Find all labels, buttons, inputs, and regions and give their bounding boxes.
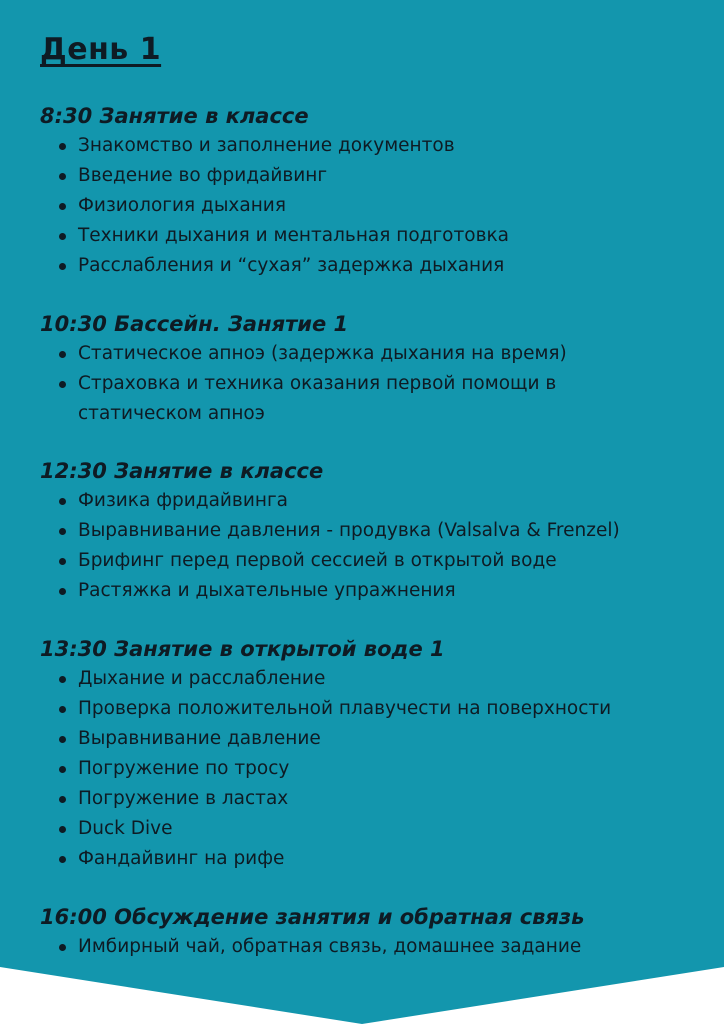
bullet-icon [59, 528, 66, 535]
list-item-text: Имбирный чай, обратная связь, домашнее задание [78, 936, 582, 957]
section-heading: 8:30 Занятие в классе [40, 104, 309, 128]
list-item-text: Брифинг перед первой сессией в открытой воде [78, 550, 557, 571]
schedule-section [40, 101, 700, 281]
section-items [40, 932, 700, 962]
schedule-section [40, 456, 700, 606]
list-item-text: Выравнивание давление [78, 728, 321, 749]
section-heading: 16:00 Обсуждение занятия и обратная связь [40, 905, 585, 929]
list-item [40, 191, 700, 221]
list-item [40, 546, 700, 576]
bullet-icon [59, 856, 66, 863]
schedule-section [40, 309, 700, 429]
list-item-text: Расслабления и “сухая” задержка дыхания [78, 255, 505, 276]
list-item-text: Растяжка и дыхательные упражнения [78, 580, 456, 601]
list-item-text: Статическое апноэ (задержка дыхания на время) [78, 343, 567, 364]
bullet-icon [59, 676, 66, 683]
list-item [40, 724, 700, 754]
list-item [40, 251, 700, 281]
list-item-text: Техники дыхания и ментальная подготовка [78, 225, 510, 246]
bullet-icon [59, 351, 66, 358]
list-item-text: Фандайвинг на рифе [78, 848, 285, 869]
bullet-icon [59, 944, 66, 951]
list-item-text: Выравнивание давления - продувка (Valsalva & Frenzel) [78, 520, 620, 541]
bullet-icon [59, 588, 66, 595]
bullet-icon [59, 706, 66, 713]
list-item [40, 516, 700, 546]
bullet-icon [59, 233, 66, 240]
bullet-icon [59, 766, 66, 773]
bullet-icon [59, 263, 66, 270]
bullet-icon [59, 826, 66, 833]
list-item [40, 221, 700, 251]
list-item-text: Погружение по тросу [78, 758, 290, 779]
bullet-icon [59, 381, 66, 388]
bullet-icon [59, 736, 66, 743]
bullet-icon [59, 203, 66, 210]
bullet-icon [59, 143, 66, 150]
bullet-icon [59, 498, 66, 505]
list-item [40, 754, 700, 784]
list-item-text: Знакомство и заполнение документов [78, 135, 455, 156]
list-item [40, 844, 700, 874]
list-item [40, 131, 700, 161]
list-item-text: Страховка и техника оказания первой помощи в статическом апноэ [78, 373, 557, 424]
list-item [40, 814, 700, 844]
page-title: День 1 [40, 32, 162, 67]
bullet-icon [59, 173, 66, 180]
list-item-text: Дыхание и расслабление [78, 668, 326, 689]
list-item-text: Введение во фридайвинг [78, 165, 328, 186]
list-item [40, 576, 700, 606]
section-items [40, 339, 700, 429]
section-items [40, 131, 700, 281]
section-heading: 12:30 Занятие в классе [40, 459, 324, 483]
section-items [40, 664, 700, 874]
schedule-section [40, 634, 700, 874]
list-item-text: Проверка положительной плавучести на поверхности [78, 698, 612, 719]
schedule-section [40, 902, 700, 962]
list-item [40, 932, 700, 962]
bullet-icon [59, 558, 66, 565]
list-item [40, 369, 638, 429]
section-heading: 10:30 Бассейн. Занятие 1 [40, 312, 349, 336]
list-item [40, 161, 700, 191]
list-item [40, 784, 700, 814]
list-item [40, 694, 700, 724]
list-item-text: Duck Dive [78, 818, 173, 839]
list-item [40, 664, 700, 694]
list-item-text: Физика фридайвинга [78, 490, 289, 511]
section-items [40, 486, 700, 606]
list-item-text: Физиология дыхания [78, 195, 286, 216]
list-item-text: Погружение в ластах [78, 788, 289, 809]
list-item [40, 486, 700, 516]
list-item [40, 339, 700, 369]
bullet-icon [59, 796, 66, 803]
section-heading: 13:30 Занятие в открытой воде 1 [40, 637, 445, 661]
